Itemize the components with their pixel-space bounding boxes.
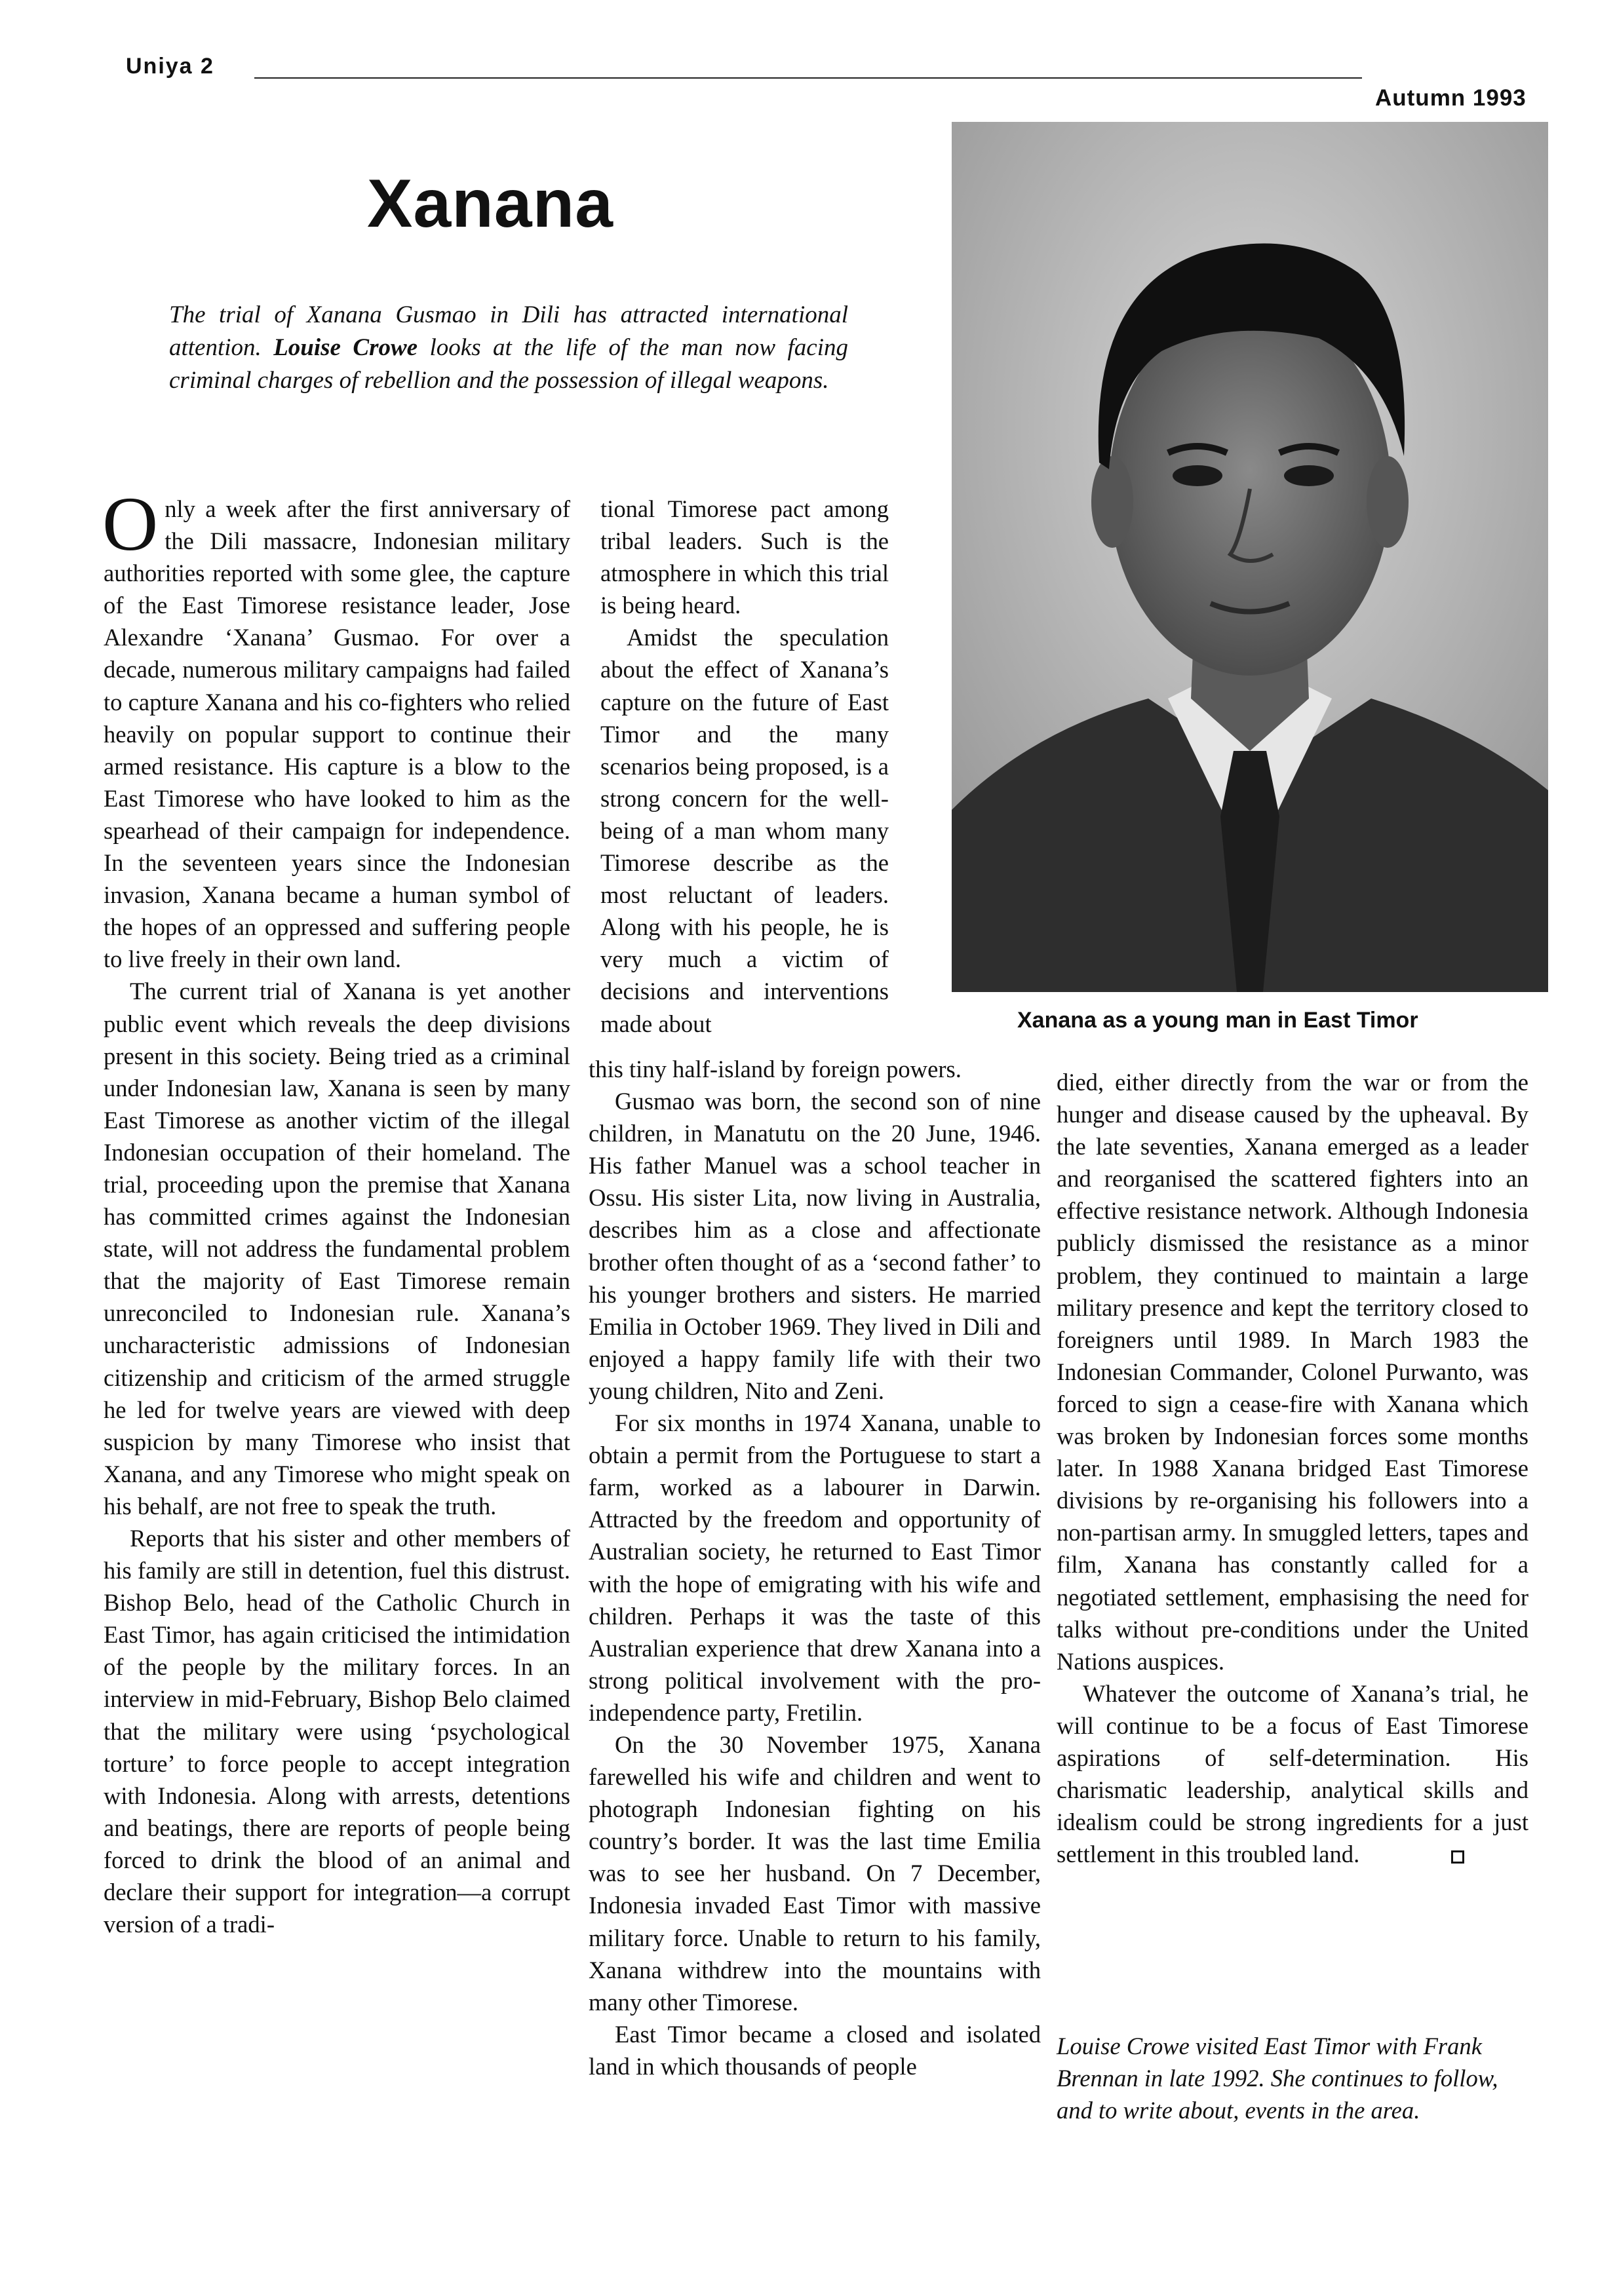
article-column-2-bottom <box>589 1053 1041 2082</box>
paragraph-continued: died, either directly from the war or from the hunger and disease caused by the upheaval. By the late seventies, Xanana emerged as a leader and reorganised the scattered fighters into an effective resistance network. Although Indonesia publicly dismissed the resistance as a minor problem, they continued to maintain a large military presence and kept the territory closed to foreigners until 1989. In March 1983 the Indonesian Commander, Colonel Purwanto, was forced to sign a cease-fire with Xanana which was broken by Indonesian forces some months later. In 1988 Xanana bridged East Timorese divisions by re-organising his followers into a non-partisan army. In smuggled letters, tapes and film, Xanana has constantly called for a negotiated settlement, emphasising the need for talks without pre-conditions under the United Nations auspices. <box>1057 1069 1528 1675</box>
paragraph: For six months in 1974 Xanana, unable to obtain a permit from the Portuguese to start a farm, worked as a labourer in Darwin. Attracted by the freedom and opportunity of Australian society, he returned to East Timor with the hope of emigrating with his wife and children. Perhaps it was the taste of this Australian experience that drew Xanana into a strong political involvement with the pro-independence party, Fretilin. <box>589 1409 1041 1726</box>
paragraph: East Timor became a closed and isolated land in which thousands of people <box>589 2020 1041 2080</box>
paragraph <box>102 481 570 975</box>
article-column-1 <box>102 481 570 1940</box>
paragraph: On the 30 November 1975, Xanana farewelled his wife and children and went to photograph Indonesian fighting on his country’s border. It was the last time Emilia was to see her husband. On 7 December, Indonesia invaded East Timor with massive military force. Unable to return to his family, Xanana withdrew into the mountains with many other Timorese. <box>589 1731 1041 2016</box>
paragraph-final <box>1057 1677 1528 1871</box>
article-column-3 <box>1057 1066 1528 1870</box>
paragraph: Gusmao was born, the second son of nine children, in Manatutu on the 20 June, 1946. His father Manuel was a school teacher in Ossu. His sister Lita, now living in Australia, describes him as a close and affectionate brother often thought of as a ‘second father’ to his younger brothers and sisters. He married Emilia in October 1969. They lived in Dili and enjoyed a happy family life with their two young children, Nito and Zeni. <box>589 1088 1041 1404</box>
author-note: Louise Crowe visited East Timor with Frank Brennan in late 1992. She continues to follow, and to write about, events in the area. <box>1057 2033 1498 2124</box>
standfirst-author: Louise Crowe <box>273 334 418 361</box>
paragraph-final-text: Whatever the outcome of Xanana’s trial, he will continue to be a focus of East Timorese aspirations of self-determination. His charismatic leadership, analytical skills and idealism could be strong ingredients for a just settlement in this troubled land. <box>1057 1679 1528 1868</box>
standfirst-rest: looks at the life of the man now facing criminal charges of rebellion and the possession of illegal weapons. <box>169 334 848 394</box>
standfirst <box>169 299 848 397</box>
header-rule <box>254 77 1362 79</box>
end-of-article-mark-icon <box>1451 1850 1464 1864</box>
paragraph-1-text: nly a week after the first anniversary of the Dili massacre, Indonesian military authorities reported with some glee, the capture of the East Timorese resistance leader, Jose Alexandre ‘Xanana’ Gusmao. For over a decade, numerous military campaigns had failed to capture Xanana and his co-fighters who relied heavily on popular support to continue their armed resistance. His capture is a blow to the East Timorese who have looked to him as the spearhead of their campaign for independence. In the seventeen years since the Indonesian invasion, Xanana became a human symbol of the hopes of an oppressed and suffering people to live freely in their own land. <box>104 495 570 973</box>
paragraph-continued: tional Timorese pact among tribal leaders. Such is the atmosphere in which this trial is being heard. <box>600 495 889 619</box>
drop-cap: O <box>102 481 159 567</box>
photo-caption: Xanana as a young man in East Timor <box>1017 1008 1418 1033</box>
portrait-illustration <box>952 122 1548 992</box>
article-title: Xanana <box>367 166 613 242</box>
publication-name: Uniya 2 <box>126 54 214 79</box>
paragraph: Reports that his sister and other members of his family are still in detention, fuel this distrust. Bishop Belo, head of the Catholic Church in East Timor, has again criticised the intimidation of the people by the military forces. In an interview in mid-February, Bishop Belo claimed that the military were using ‘psychological torture’ to force people to accept integration with Indonesia. Along with arrests, detentions and beatings, there are reports of people being forced to drink the blood of an animal and declare their support for integration—a corrupt version of a tradi- <box>104 1525 570 1938</box>
article-column-2-top <box>600 493 889 1040</box>
issue-date: Autumn 1993 <box>1375 85 1527 111</box>
paragraph-continued: this tiny half-island by foreign powers. <box>589 1056 962 1082</box>
paragraph: The current trial of Xanana is yet another public event which reveals the deep divisions present in this society. Being tried as a criminal under Indonesian law, Xanana is seen by many East Timorese as another victim of the illegal Indonesian occupation of their homeland. The trial, proceeding upon the premise that Xanana has committed crimes against the Indonesian state, will not address the fundamental problem that the majority of East Timorese remain unreconciled to Indonesian rule. Xanana’s uncharacteristic admissions of Indonesian citizenship and criticism of the armed struggle he led for twelve years are viewed with deep suspicion by many Timorese who insist that Xanana, and any Timorese who might speak on his behalf, are not free to speak the truth. <box>104 978 570 1520</box>
portrait-photo <box>952 122 1548 992</box>
standfirst-lead: The trial of Xanana Gusmao in Dili has attracted international attention. <box>169 301 848 361</box>
paragraph: Amidst the speculation about the effect of Xanana’s capture on the future of East Timor and the many scenarios being proposed, is a strong concern for the well-being of a man whom many Timorese describe as the most reluctant of leaders. Along with his people, he is very much a victim of decisions and interventions made about <box>600 624 889 1037</box>
